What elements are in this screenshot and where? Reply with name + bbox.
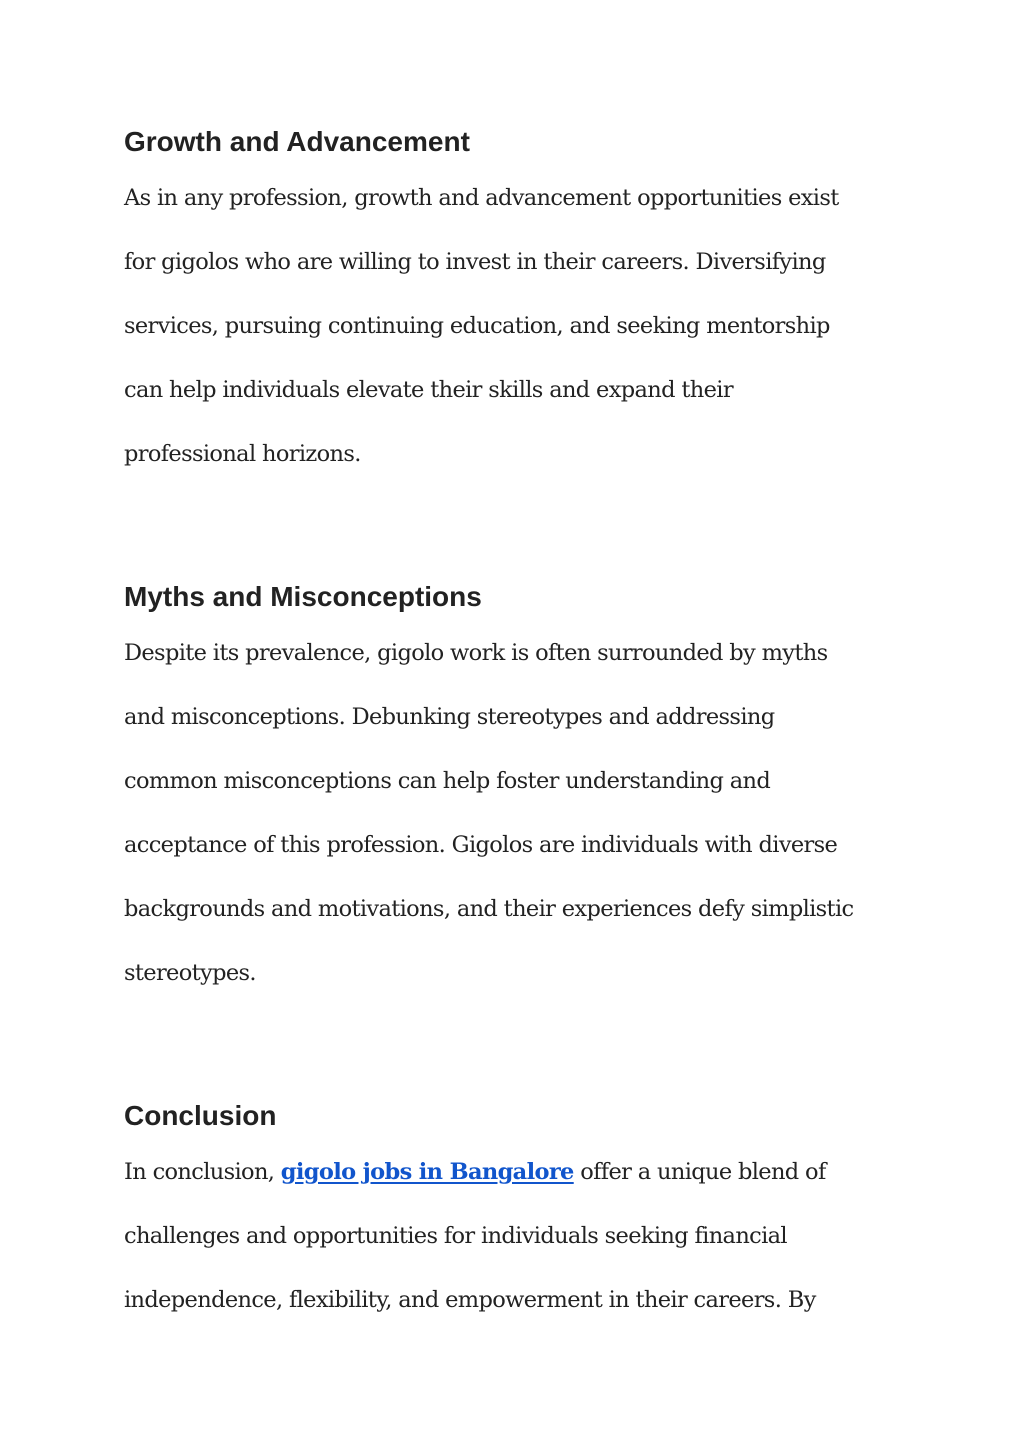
section-heading-growth: Growth and Advancement bbox=[124, 126, 470, 157]
paragraph-line: stereotypes. bbox=[124, 960, 256, 986]
paragraph-line-with-link bbox=[124, 1157, 826, 1187]
paragraph-line: independence, flexibility, and empowerment in their careers. By bbox=[124, 1287, 816, 1313]
paragraph-line: challenges and opportunities for individuals seeking financial bbox=[124, 1223, 787, 1249]
text-after-link: offer a unique blend of bbox=[573, 1159, 826, 1185]
paragraph-line: backgrounds and motivations, and their experiences defy simplistic bbox=[124, 896, 854, 922]
text-before-link: In conclusion, bbox=[124, 1159, 281, 1185]
paragraph-line: services, pursuing continuing education, and seeking mentorship bbox=[124, 313, 830, 339]
paragraph-line: As in any profession, growth and advancement opportunities exist bbox=[124, 185, 839, 211]
paragraph-line: Despite its prevalence, gigolo work is often surrounded by myths bbox=[124, 640, 828, 666]
paragraph-line: can help individuals elevate their skills and expand their bbox=[124, 377, 733, 403]
section-heading-conclusion: Conclusion bbox=[124, 1100, 277, 1131]
paragraph-line: and misconceptions. Debunking stereotypes and addressing bbox=[124, 704, 775, 730]
paragraph-line: acceptance of this profession. Gigolos are individuals with diverse bbox=[124, 832, 838, 858]
bangalore-jobs-link[interactable]: gigolo jobs in Bangalore bbox=[280, 1159, 574, 1185]
section-heading-myths: Myths and Misconceptions bbox=[124, 581, 482, 612]
paragraph-line: for gigolos who are willing to invest in their careers. Diversifying bbox=[124, 249, 826, 275]
paragraph-line: common misconceptions can help foster understanding and bbox=[124, 768, 771, 794]
paragraph-line: professional horizons. bbox=[124, 441, 361, 467]
